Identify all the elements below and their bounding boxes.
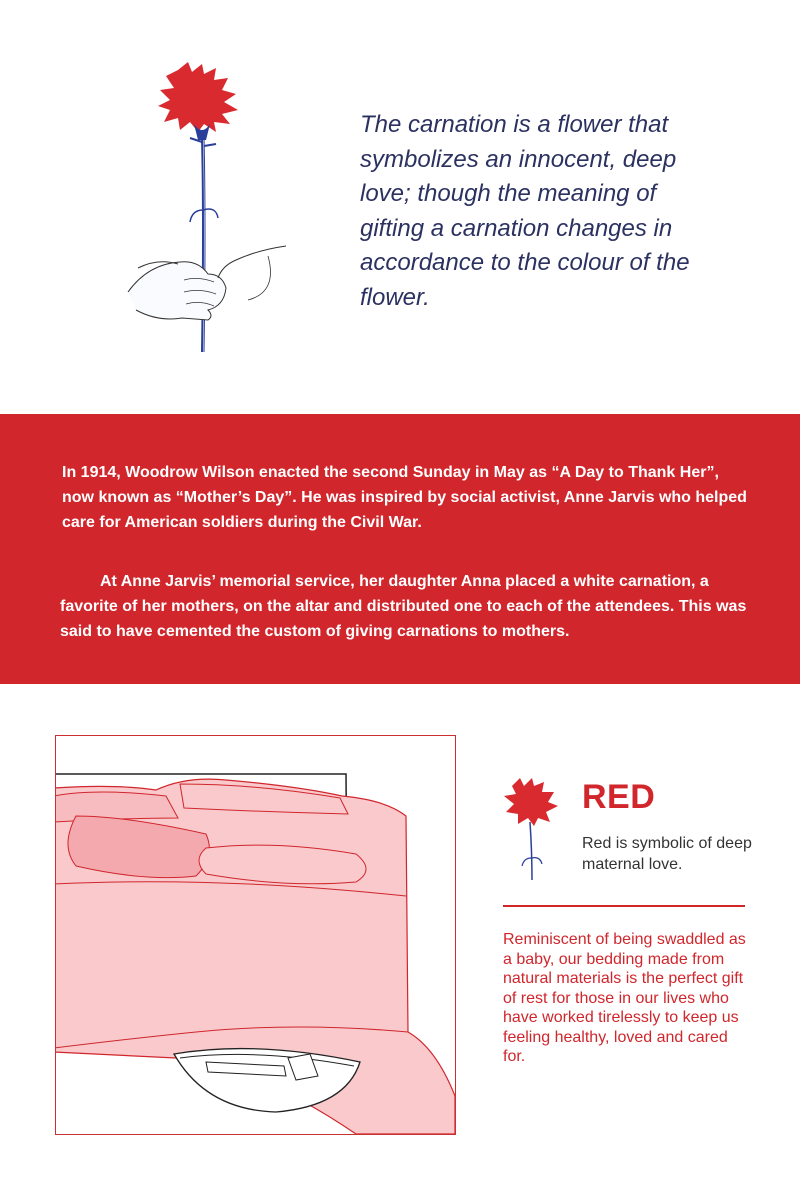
product-description: Reminiscent of being swaddled as a baby, our bedding made from natural materials is the perfect gift of rest for those in our lives who have worked tirelessly to keep us feeling healthy, loved and cared for. — [503, 931, 746, 1065]
bed-illustration-icon — [56, 736, 455, 1134]
history-paragraph-1 — [62, 460, 752, 535]
colour-meaning: Red is symbolic of deep maternal love. — [582, 835, 752, 873]
history-band — [0, 414, 800, 684]
carnation-head-icon — [158, 62, 238, 132]
intro-quote: The carnation is a flower that symbolizes an innocent, deep love; though the meaning of gifting a carnation changes in accordance to the colour of the flower. — [360, 111, 690, 311]
carnation-hands-illustration — [118, 60, 288, 360]
mothers-day-highlight: “Mother’s Day” — [175, 489, 293, 506]
bedroom-illustration — [55, 735, 456, 1135]
history-p1-text-start: In 1914, Woodrow Wilson enacted the second Sunday in May as “A Day to Thank Her”, now known as — [62, 464, 719, 506]
section-divider — [503, 905, 745, 907]
history-paragraph-2: At Anne Jarvis’ memorial service, her daughter Anna placed a white carnation, a favorite of her mothers, on the altar and distributed one to each of the attendees. This was said to have cemented the custom of giving carnations to mothers. — [60, 573, 747, 640]
colour-heading: RED — [582, 778, 656, 816]
history-p1-text-end: . He was inspired by social activist, Anne Jarvis who helped care for American soldiers during the Civil War. — [62, 489, 747, 531]
red-carnation-icon — [502, 772, 562, 882]
